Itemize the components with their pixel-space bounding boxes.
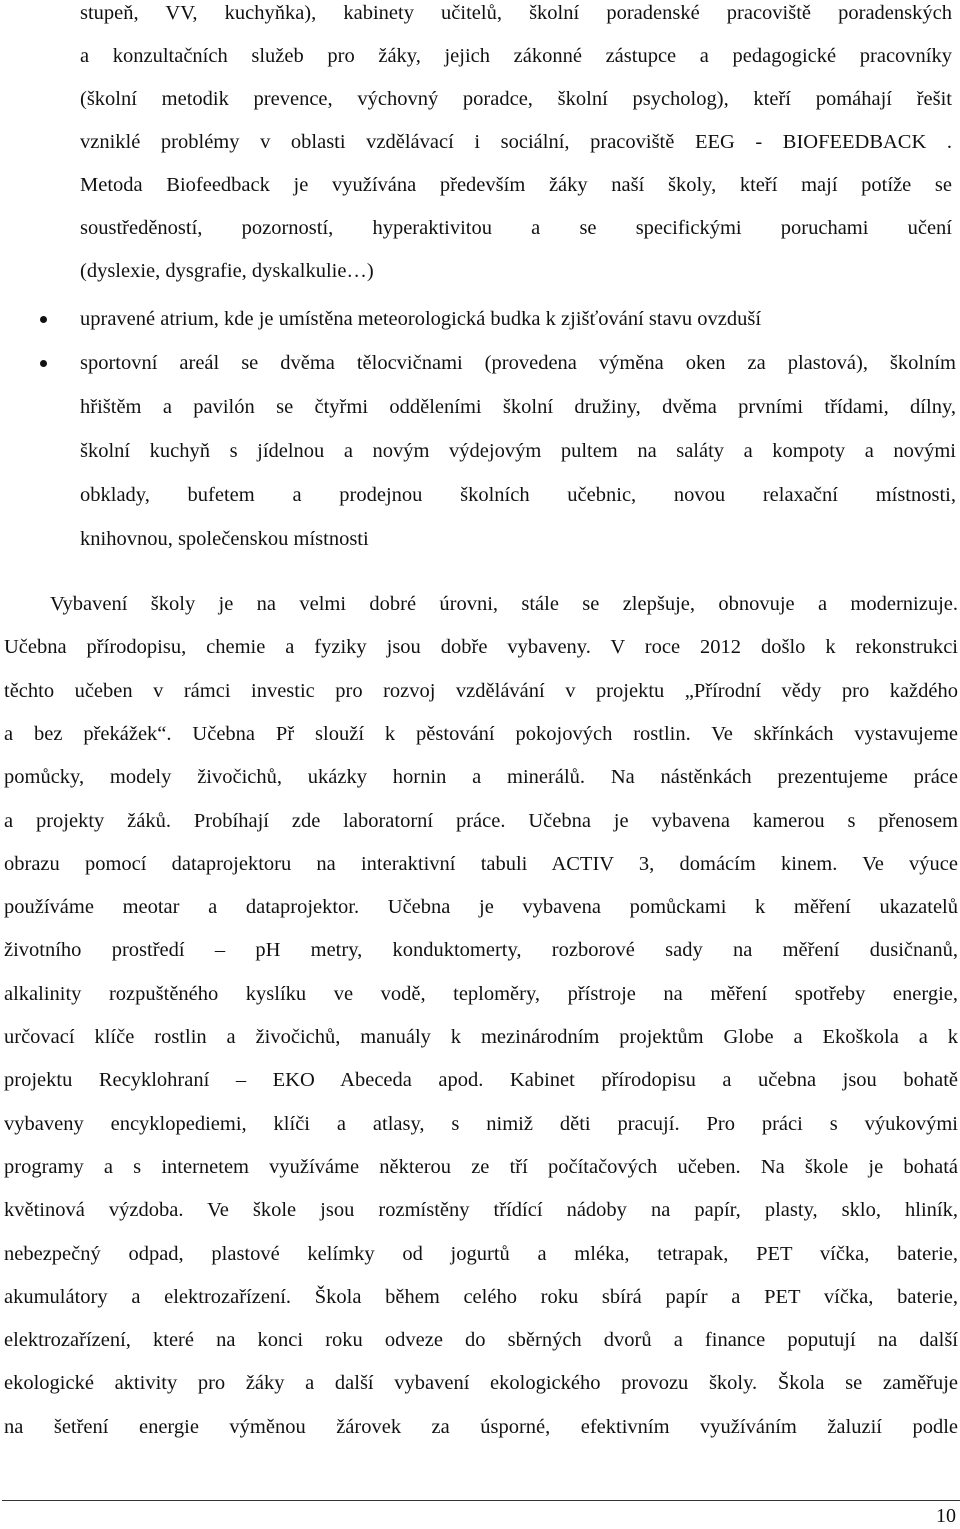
text-line: projektu Recyklohraní – EKO Abeceda apod. Kabinet přírodopisu a učebna jsou bohatě	[4, 1069, 958, 1091]
text-line: stupeň, VV, kuchyňka), kabinety učitelů, školní poradenské pracoviště poradenských	[80, 2, 952, 24]
text-line: obklady, bufetem a prodejnou školních učebnic, novou relaxační místnosti,	[80, 484, 956, 506]
text-line: soustředěností, pozorností, hyperaktivitou a se specifickými poruchami učení	[80, 217, 952, 239]
text-line: květinová výzdoba. Ve škole jsou rozmístěny třídící nádoby na papír, plasty, sklo, hliník,	[4, 1199, 958, 1221]
text-line: (dyslexie, dysgrafie, dyskalkulie…)	[80, 260, 374, 282]
text-line: hřištěm a pavilón se čtyřmi odděleními školní družiny, dvěma prvními třídami, dílny,	[80, 396, 956, 418]
text-line: upravené atrium, kde je umístěna meteorologická budka k zjišťování stavu ovzduší	[80, 308, 762, 330]
text-line: používáme meotar a dataprojektor. Učebna je vybavena pomůckami k měření ukazatelů	[4, 896, 958, 918]
footer-rule	[2, 1500, 960, 1501]
text-line: Metoda Biofeedback je využívána především žáky naší školy, kteří mají potíže se	[80, 174, 952, 196]
text-line: Učebna přírodopisu, chemie a fyziky jsou dobře vybaveny. V roce 2012 došlo k rekonstrukci	[4, 636, 958, 658]
text-line: a konzultačních služeb pro žáky, jejich zákonné zástupce a pedagogické pracovníky	[80, 45, 952, 67]
text-line: akumulátory a elektrozařízení. Škola během celého roku sbírá papír a PET víčka, baterie,	[4, 1286, 958, 1308]
text-line: elektrozařízení, které na konci roku odveze do sběrných dvorů a finance poputují na další	[4, 1329, 958, 1351]
text-line: na šetření energie výměnou žárovek za úsporné, efektivním využíváním žaluzií podle	[4, 1416, 958, 1438]
text-line: a bez překážek“. Učebna Př slouží k pěstování pokojových rostlin. Ve skřínkách vystavujeme	[4, 723, 958, 745]
bullet-marker	[40, 360, 47, 367]
text-line: a projekty žáků. Probíhají zde laboratorní práce. Učebna je vybavena kamerou s přenosem	[4, 810, 958, 832]
text-line: knihovnou, společenskou místnosti	[80, 528, 369, 550]
text-line: Vybavení školy je na velmi dobré úrovni, stále se zlepšuje, obnovuje a modernizuje.	[50, 593, 958, 615]
text-line: programy a s internetem využíváme některou ze tří počítačových učeben. Na škole je bohatá	[4, 1156, 958, 1178]
text-line: sportovní areál se dvěma tělocvičnami (provedena výměna oken za plastová), školním	[80, 352, 956, 374]
text-line: pomůcky, modely živočichů, ukázky hornin a minerálů. Na nástěnkách prezentujeme práce	[4, 766, 958, 788]
text-line: (školní metodik prevence, výchovný poradce, školní psycholog), kteří pomáhají řešit	[80, 88, 952, 110]
text-line: určovací klíče rostlin a živočichů, manuály k mezinárodním projektům Globe a Ekoškola a k	[4, 1026, 958, 1048]
text-line: školní kuchyň s jídelnou a novým výdejovým pultem na saláty a kompoty a novými	[80, 440, 956, 462]
text-line: vzniklé problémy v oblasti vzdělávací i sociální, pracoviště EEG - BIOFEEDBACK .	[80, 131, 952, 153]
text-line: ekologické aktivity pro žáky a další vybavení ekologického provozu školy. Škola se zaměřuje	[4, 1372, 958, 1394]
text-line: obrazu pomocí dataprojektoru na interaktivní tabuli ACTIV 3, domácím kinem. Ve výuce	[4, 853, 958, 875]
page-number: 10	[936, 1505, 956, 1527]
text-line: vybaveny encyklopediemi, klíči a atlasy, s nimiž děti pracují. Pro práci s výukovými	[4, 1113, 958, 1135]
text-line: nebezpečný odpad, plastové kelímky od jogurtů a mléka, tetrapak, PET víčka, baterie,	[4, 1243, 958, 1265]
text-line: životního prostředí – pH metry, konduktomerty, rozborové sady na měření dusičnanů,	[4, 939, 958, 961]
text-line: těchto učeben v rámci investic pro rozvoj vzdělávání v projektu „Přírodní vědy pro každého	[4, 680, 958, 702]
text-line: alkalinity rozpuštěného kyslíku ve vodě, teploměry, přístroje na měření spotřeby energie,	[4, 983, 958, 1005]
bullet-marker	[40, 316, 47, 323]
